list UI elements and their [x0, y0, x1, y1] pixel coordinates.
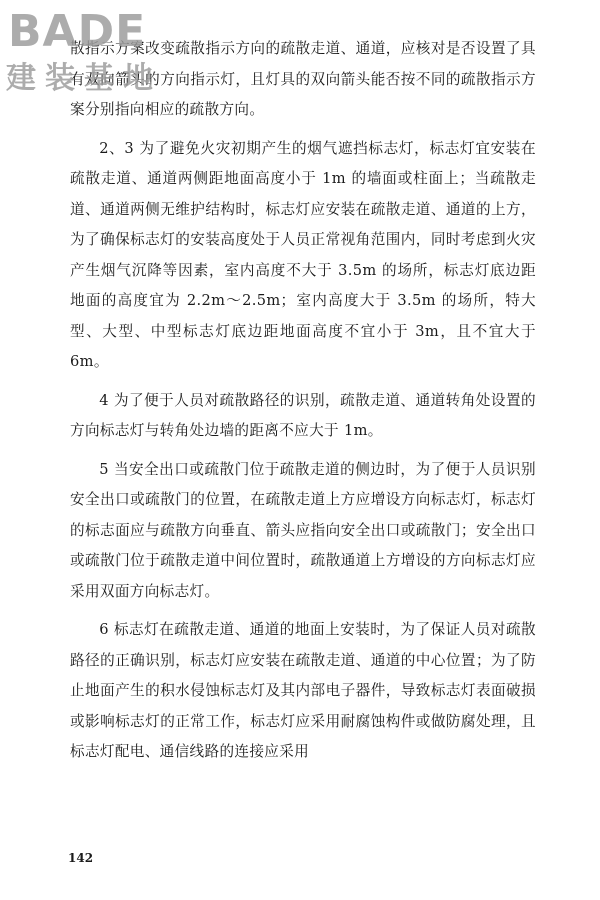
watermark-chinese-text: 建装基地: [6, 61, 162, 96]
paragraph-item-6: 6 标志灯在疏散走道、通道的地面上安装时，为了保证人员对疏散路径的正确识别，标志灯应安装在疏散走道、通道的中心位置；为了防止地面产生的积水侵蚀标志灯及其内部电子器件，导致标志灯表面破损或影响标志灯的正常工作，标志灯应采用耐腐蚀构件或做防腐处理，且标志灯配电、通信线路的连接应采用: [70, 621, 536, 760]
watermark-latin-text: BADE: [8, 6, 147, 57]
paragraph-item-4: 4 为了便于人员对疏散路径的识别，疏散走道、通道转角处设置的方向标志灯与转角处边墙的距离不应大于 1m。: [70, 391, 536, 439]
paragraph-item-5: 5 当安全出口或疏散门位于疏散走道的侧边时，为了便于人员识别安全出口或疏散门的位置，在疏散走道上方应增设方向标志灯，标志灯的标志面应与疏散方向垂直、箭头应指向安全出口或疏散门；安全出口或疏散门位于疏散走道中间位置时，疏散通道上方增设的方向标志灯应采用双面方向标志灯。: [70, 460, 536, 600]
paragraph-item-2-3: 2、3 为了避免火灾初期产生的烟气遮挡标志灯，标志灯宜安装在疏散走道、通道两侧距地面高度小于 1m 的墙面或柱面上；当疏散走道、通道两侧无维护结构时，标志灯应安装在疏散走道、通道的上方，为了确保标志灯的安装高度处于人员正常视角范围内，同时考虑到火灾产生烟气沉降等因素，室内高度不大于 3.5m 的场所，标志灯底边距地面的高度宜为 2.2m～2.5m；室内高度大于 3.5m 的场所，特大型、大型、中型标志灯底边距地面高度不宜小于 3m，且不宜大于 6m。: [70, 139, 536, 370]
page-body: [70, 34, 536, 776]
page-number: 142: [68, 851, 94, 865]
paragraph-continuation: 散指示方案改变疏散指示方向的疏散走道、通道，应核对是否设置了具有双向箭头的方向指示灯，且灯具的双向箭头能否按不同的疏散指示方案分别指向相应的疏散方向。: [70, 40, 536, 118]
